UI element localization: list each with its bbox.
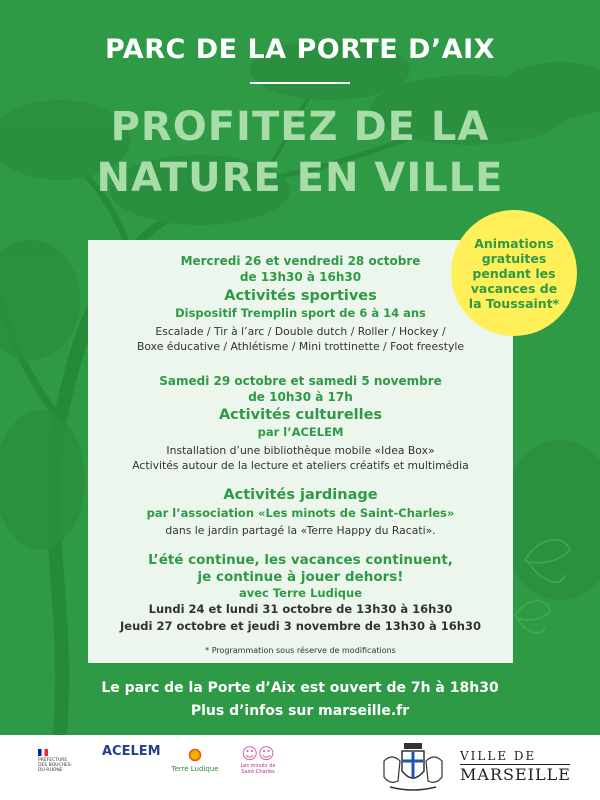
prefecture-line-3: DU-RHÔNE — [38, 768, 63, 773]
opening-hours: Le parc de la Porte d’Aix est ouvert de 7h à 18h30 — [101, 680, 499, 696]
program-note: * Programmation sous réserve de modifications — [205, 646, 396, 655]
gardening-section — [88, 486, 513, 538]
partner-logos-bar — [0, 735, 600, 800]
park-title: PARC DE LA PORTE D’AIX — [105, 34, 495, 65]
ville-line-2: MARSEILLE — [460, 765, 571, 784]
french-flag-icon — [38, 749, 48, 756]
sports-subheading: Dispositif Tremplin sport de 6 à 14 ans — [175, 306, 426, 320]
culture-subheading: par l’ACELEM — [257, 425, 344, 439]
badge-line: vacances de — [470, 280, 558, 296]
culture-date-line-1: Samedi 29 octobre et samedi 5 novembre — [159, 374, 442, 388]
culture-desc-line-1: Installation d’une bibliothèque mobile «Idea Box» — [166, 444, 435, 457]
acelem-mark: ACELEM — [102, 744, 161, 759]
gardening-subheading: par l’association «Les minots de Saint-Charles» — [146, 506, 455, 520]
sports-heading: Activités sportives — [224, 288, 377, 304]
sports-desc-line-2: Boxe éducative / Athlétisme / Mini trottinette / Foot freestyle — [137, 340, 464, 353]
smiley-faces-icon: ☺☺ — [241, 744, 275, 763]
sports-date-line-1: Mercredi 26 et vendredi 28 octobre — [180, 254, 421, 268]
gardening-desc-line-1: dans le jardin partagé la «Terre Happy du Racati». — [165, 524, 436, 537]
prefecture-logo — [38, 749, 88, 773]
sports-section — [88, 253, 513, 354]
summer-schedule-line-1: Lundi 24 et lundi 31 octobre de 13h30 à 16h30 — [148, 602, 453, 616]
terre-ludique-logo — [166, 747, 224, 773]
minots-name: Les minots de Saint-Charles — [240, 763, 276, 775]
sports-date-line-2: de 13h30 à 16h30 — [239, 270, 362, 284]
culture-desc-line-2: Activités autour de la lecture et ateliers créatifs et multimédia — [132, 459, 469, 472]
summer-heading-line-2: je continue à jouer dehors! — [197, 569, 404, 585]
culture-section — [88, 373, 513, 473]
program-panel — [88, 240, 513, 663]
acelem-logo — [102, 744, 161, 759]
culture-date-line-2: de 10h30 à 17h — [248, 390, 353, 404]
terre-ludique-name: Terre Ludique — [171, 765, 219, 773]
summer-subheading: avec Terre Ludique — [238, 586, 363, 600]
sun-icon — [187, 747, 203, 763]
ville-de-marseille-logo — [460, 749, 570, 784]
badge-line: gratuites — [481, 250, 547, 266]
free-activities-badge — [451, 210, 577, 336]
marseille-crest-icon — [380, 741, 446, 793]
prefecture-line-1: PRÉFECTURE — [38, 758, 68, 763]
terre-ludique-section — [88, 552, 513, 635]
prefecture-line-2: DES BOUCHES- — [38, 763, 73, 768]
summer-heading-line-1: L’été continue, les vacances continuent, — [148, 552, 453, 568]
badge-line: la Toussaint* — [468, 295, 560, 311]
gardening-heading: Activités jardinage — [223, 487, 378, 503]
headline-line-2: NATURE EN VILLE — [96, 155, 504, 201]
headline-line-1: PROFITEZ DE LA — [110, 104, 490, 150]
sports-desc-line-1: Escalade / Tir à l’arc / Double dutch / Roller / Hockey / — [155, 325, 446, 338]
minots-logo — [234, 745, 282, 775]
more-info-link[interactable]: Plus d’infos sur marseille.fr — [190, 703, 410, 719]
badge-line: Animations — [474, 235, 554, 251]
ville-line-1: VILLE DE — [460, 749, 570, 765]
badge-line: pendant les — [472, 265, 556, 281]
summer-schedule-line-2: Jeudi 27 octobre et jeudi 3 novembre de 13h30 à 16h30 — [120, 619, 481, 633]
culture-heading: Activités culturelles — [218, 407, 383, 423]
title-divider — [250, 82, 350, 84]
